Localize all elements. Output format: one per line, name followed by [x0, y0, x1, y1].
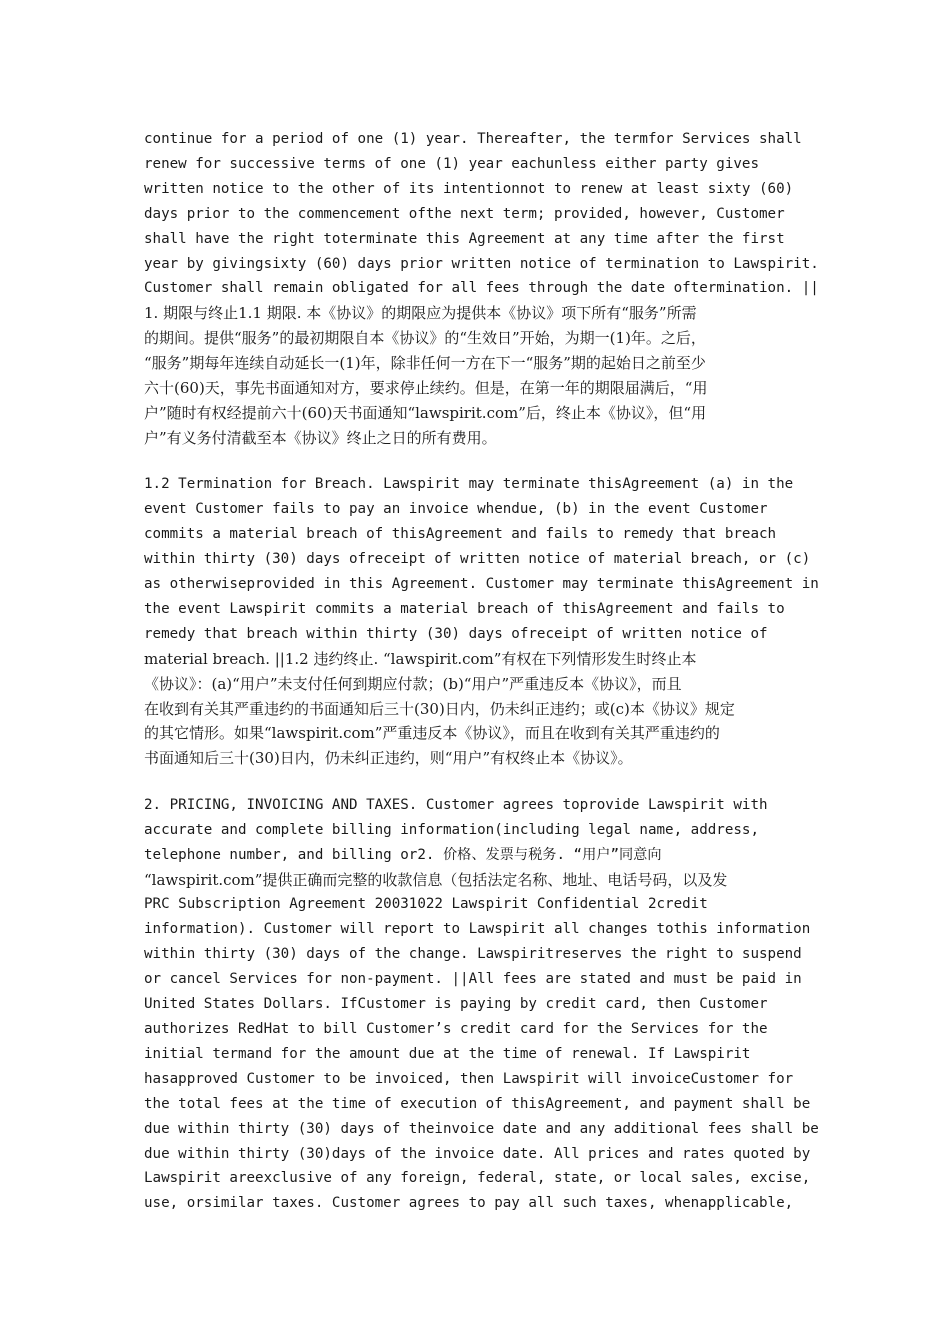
- text-line: due within thirty (30) days of theinvoice date and any additional fees shall be: [144, 1120, 819, 1137]
- text-line: Lawspirit areexclusive of any foreign, federal, state, or local sales, excise,: [144, 1170, 811, 1187]
- text-line: event Customer fails to pay an invoice whendue, (b) in the event Customer: [144, 501, 768, 518]
- text-line: material breach. ||1.2 违约终止. “lawspirit.com”有权在下列情形发生时终止本: [144, 649, 697, 668]
- text-line: shall have the right toterminate this Agreement at any time after the first: [144, 230, 785, 247]
- text-line: 户”随时有权经提前六十(60)天书面通知“lawspirit.com”后，终止本《协议》，但“用: [144, 403, 707, 422]
- text-line: authorizes RedHat to bill Customer’s credit card for the Services for the: [144, 1021, 768, 1037]
- text-line: 户”有义务付清截至本《协议》终止之日的所有费用。: [144, 428, 497, 447]
- text-line: remedy that breach within thirty (30) days ofreceipt of written notice of: [144, 625, 768, 642]
- text-line: as otherwiseprovided in this Agreement. Customer may terminate thisAgreement in: [144, 576, 819, 592]
- text-line: 六十(60)天，事先书面通知对方，要求停止续约。但是，在第一年的期限届满后，“用: [144, 379, 708, 398]
- text-line: 的其它情形。如果“lawspirit.com”严重违反本《协议》，而且在收到有关其严重违约的: [144, 724, 720, 743]
- text-line: the total fees at the time of execution of thisAgreement, and payment shall be: [144, 1095, 811, 1112]
- paragraph-termination-for-breach: [144, 472, 819, 771]
- text-line: “服务”期每年连续自动延长一(1)年，除非任何一方在下一“服务”期的起始日之前至少: [144, 354, 706, 373]
- text-line: written notice to the other of its intentionnot to renew at least sixty (60): [144, 180, 794, 197]
- text-line: or cancel Services for non-payment. ||All fees are stated and must be paid in: [144, 971, 802, 988]
- text-line: 1.2 Termination for Breach. Lawspirit may terminate thisAgreement (a) in the: [144, 476, 794, 493]
- text-line: hasapproved Customer to be invoiced, then Lawspirit will invoiceCustomer for: [144, 1070, 794, 1087]
- text-line: use, orsimilar taxes. Customer agrees to pay all such taxes, whenapplicable,: [144, 1195, 794, 1212]
- text-line: telephone number, and billing or2. 价格、发票与税务. “用户”同意向: [144, 846, 662, 863]
- text-line: 的期间。提供“服务”的最初期限自本《协议》的“生效日”开始，为期一(1)年。之后，: [144, 329, 706, 348]
- text-line: 2. PRICING, INVOICING AND TAXES. Customer agrees toprovide Lawspirit with: [144, 796, 768, 813]
- text-line: days prior to the commencement ofthe next term; provided, however, Customer: [144, 205, 785, 222]
- text-line: accurate and complete billing information(including legal name, address,: [144, 821, 759, 838]
- text-line: information). Customer will report to Lawspirit all changes tothis information: [144, 921, 811, 938]
- text-line: commits a material breach of thisAgreement and fails to remedy that breach: [144, 526, 777, 543]
- text-line: continue for a period of one (1) year. Thereafter, the termfor Services shall: [144, 131, 802, 147]
- text-line: 在收到有关其严重违约的书面通知后三十(30)日内，仍未纠正违约；或(c)本《协议》规定: [144, 699, 735, 718]
- text-line: PRC Subscription Agreement 20031022 Lawspirit Confidential 2credit: [144, 896, 708, 913]
- document-body: [144, 127, 819, 1238]
- text-line: within thirty (30) days of the change. Lawspiritreserves the right to suspend: [144, 946, 802, 963]
- text-line: Customer shall remain obligated for all fees through the date oftermination. ||: [144, 280, 819, 297]
- text-line: the event Lawspirit commits a material breach of thisAgreement and fails to: [144, 600, 785, 617]
- text-line: within thirty (30) days ofreceipt of written notice of material breach, or (c): [144, 551, 811, 568]
- text-line: due within thirty (30)days of the invoice date. All prices and rates quoted by: [144, 1145, 811, 1162]
- paragraph-term-and-termination: [144, 127, 819, 451]
- text-line: 书面通知后三十(30)日内，仍未纠正违约，则“用户”有权终止本《协议》。: [144, 749, 633, 768]
- text-line: 《协议》：(a)“用户”未支付任何到期应付款；(b)“用户”严重违反本《协议》，而且: [144, 674, 682, 693]
- text-line: “lawspirit.com”提供正确而完整的收款信息（包括法定名称、地址、电话号码，以及发: [144, 870, 728, 889]
- text-line: United States Dollars. IfCustomer is paying by credit card, then Customer: [144, 996, 768, 1013]
- text-line: renew for successive terms of one (1) year eachunless either party gives: [144, 155, 759, 172]
- text-line: 1. 期限与终止1.1 期限. 本《协议》的期限应为提供本《协议》项下所有“服务”所需: [144, 304, 697, 323]
- paragraph-pricing-invoicing-taxes: [144, 793, 819, 1216]
- text-line: initial termand for the amount due at the time of renewal. If Lawspirit: [144, 1045, 751, 1062]
- text-line: year by givingsixty (60) days prior written notice of termination to Lawspirit.: [144, 255, 819, 272]
